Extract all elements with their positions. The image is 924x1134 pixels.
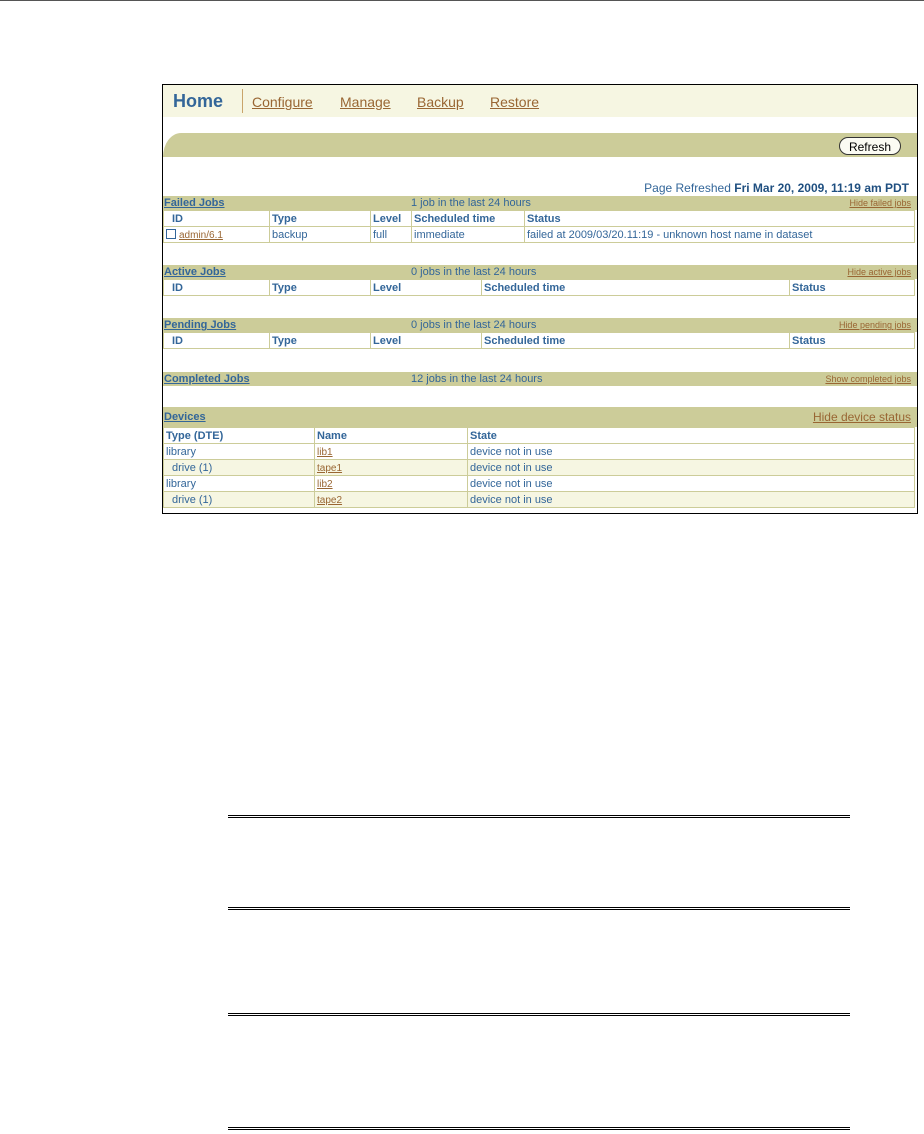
page-refreshed: [644, 181, 909, 195]
pending-jobs-table: [163, 332, 915, 349]
pending-jobs-count: 0 jobs in the last 24 hours: [411, 319, 537, 331]
header-bar: [163, 133, 917, 157]
divider-rule: [228, 815, 850, 818]
device-name-link[interactable]: lib2: [317, 478, 333, 490]
table-row: [164, 492, 915, 508]
divider-rule: [228, 1013, 850, 1016]
job-id-link[interactable]: admin/6.1: [179, 229, 223, 241]
table-header-row: [164, 211, 915, 227]
pending-jobs-section: [163, 318, 917, 349]
devices-title[interactable]: Devices: [164, 411, 206, 423]
job-status: failed at 2009/03/20.11:19 - unknown host name in dataset: [525, 227, 915, 243]
device-name-link[interactable]: tape2: [317, 494, 343, 506]
pending-jobs-header: [163, 318, 917, 332]
job-level: full: [371, 227, 412, 243]
col-status: Status: [525, 211, 915, 227]
failed-jobs-count: 1 job in the last 24 hours: [411, 197, 531, 209]
divider-rule: [228, 907, 850, 910]
completed-jobs-header: [163, 372, 917, 386]
table-row: [164, 444, 915, 460]
hide-device-status-link[interactable]: Hide device status: [812, 410, 911, 424]
device-type: drive (1): [164, 460, 315, 476]
hide-active-jobs-link[interactable]: Hide active jobs: [847, 267, 911, 277]
device-state: device not in use: [468, 460, 915, 476]
active-jobs-count: 0 jobs in the last 24 hours: [411, 266, 537, 278]
table-header-row: [164, 280, 915, 296]
tab-backup[interactable]: Backup: [417, 94, 464, 110]
tab-manage[interactable]: Manage: [340, 94, 391, 110]
failed-jobs-title[interactable]: Failed Jobs: [164, 197, 225, 209]
page-top-rule: [0, 0, 924, 1]
device-name-cell: [315, 460, 468, 476]
table-header-row: [164, 333, 915, 349]
col-type: Type: [270, 211, 371, 227]
device-name-link[interactable]: lib1: [317, 446, 333, 458]
devices-section: [163, 407, 917, 508]
hide-pending-jobs-link[interactable]: Hide pending jobs: [838, 320, 911, 330]
tab-bar: [163, 85, 917, 117]
device-state: device not in use: [468, 492, 915, 508]
col-device-state: State: [468, 428, 915, 444]
col-type: Type: [270, 280, 371, 296]
device-type: library: [164, 476, 315, 492]
col-scheduled: Scheduled time: [482, 333, 790, 349]
col-status: Status: [790, 280, 915, 296]
table-row: [164, 227, 915, 243]
completed-jobs-section: [163, 372, 917, 386]
refresh-button[interactable]: Refresh: [839, 137, 901, 155]
devices-table: [163, 427, 915, 508]
device-name-link[interactable]: tape1: [317, 462, 343, 474]
col-id: ID: [164, 333, 270, 349]
device-state: device not in use: [468, 476, 915, 492]
table-row: [164, 460, 915, 476]
table-row: [164, 476, 915, 492]
table-header-row: [164, 428, 915, 444]
job-scheduled: immediate: [412, 227, 525, 243]
col-id: ID: [164, 280, 270, 296]
col-scheduled: Scheduled time: [412, 211, 525, 227]
failed-jobs-table: [163, 210, 915, 243]
col-level: Level: [371, 333, 482, 349]
active-jobs-section: [163, 265, 917, 296]
col-level: Level: [371, 280, 482, 296]
hide-failed-jobs-link[interactable]: Hide failed jobs: [849, 198, 911, 208]
col-type: Type: [270, 333, 371, 349]
active-jobs-header: [163, 265, 917, 279]
tab-restore[interactable]: Restore: [490, 94, 540, 110]
device-name-cell: [315, 444, 468, 460]
device-name-cell: [315, 492, 468, 508]
col-device-name: Name: [315, 428, 468, 444]
col-scheduled: Scheduled time: [482, 280, 790, 296]
col-device-type: Type (DTE): [164, 428, 315, 444]
active-jobs-title[interactable]: Active Jobs: [164, 266, 226, 278]
job-id-cell: [164, 227, 270, 243]
tab-separator: [242, 89, 243, 113]
col-level: Level: [371, 211, 412, 227]
devices-header: [163, 407, 917, 427]
device-name-cell: [315, 476, 468, 492]
tab-home[interactable]: Home: [173, 91, 224, 111]
failed-jobs-header: [163, 196, 917, 210]
page-refreshed-label: Page Refreshed: [644, 181, 731, 195]
completed-jobs-count: 12 jobs in the last 24 hours: [411, 373, 543, 385]
failed-jobs-section: [163, 196, 917, 243]
device-type: drive (1): [164, 492, 315, 508]
device-type: library: [164, 444, 315, 460]
tab-configure[interactable]: Configure: [252, 94, 313, 110]
col-status: Status: [790, 333, 915, 349]
divider-rule: [228, 1127, 850, 1130]
completed-jobs-title[interactable]: Completed Jobs: [164, 373, 250, 385]
page-refreshed-value: Fri Mar 20, 2009, 11:19 am PDT: [734, 181, 909, 195]
col-id: ID: [164, 211, 270, 227]
screenshot-frame: [162, 84, 918, 514]
job-type: backup: [270, 227, 371, 243]
job-icon: [166, 229, 176, 239]
device-state: device not in use: [468, 444, 915, 460]
show-completed-jobs-link[interactable]: Show completed jobs: [825, 374, 911, 384]
pending-jobs-title[interactable]: Pending Jobs: [164, 319, 237, 331]
active-jobs-table: [163, 279, 915, 296]
